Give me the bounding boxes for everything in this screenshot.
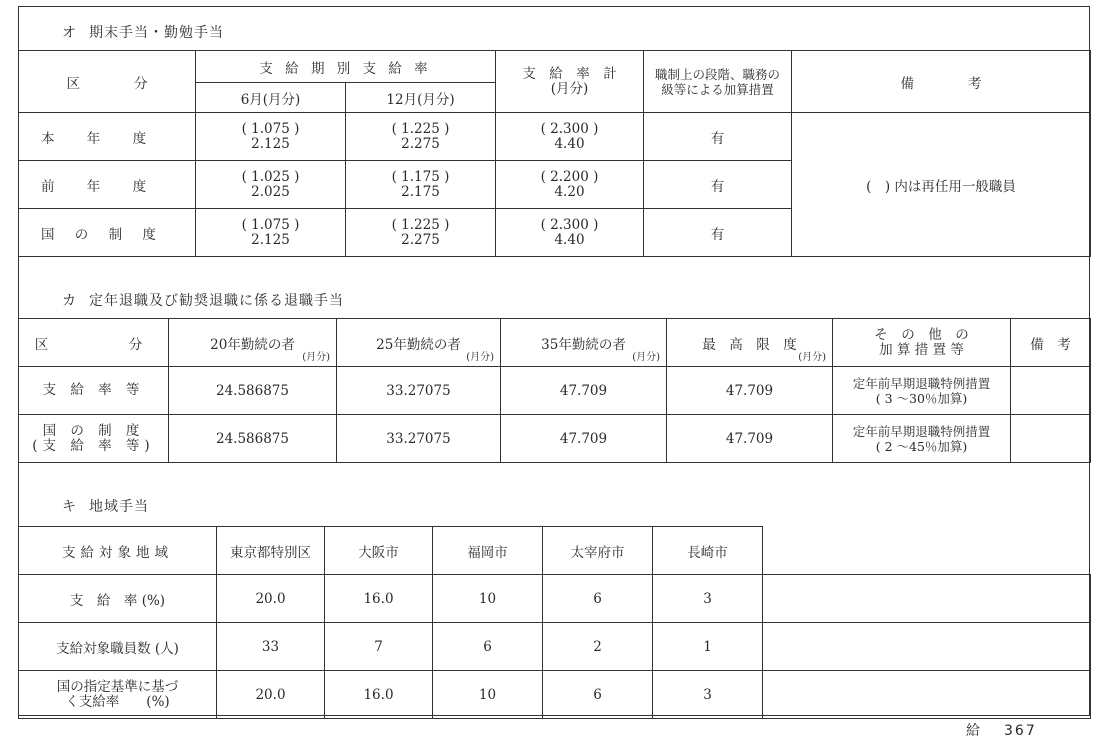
cell-kasan: 有 [644, 113, 792, 161]
cell-biko [1011, 367, 1091, 415]
row-label: 国 の 制 度 [19, 209, 196, 257]
section-mark: オ [62, 25, 77, 41]
cell-35-years: 47.709 [501, 367, 667, 415]
cell-value: 20.0 [217, 575, 325, 623]
header-region: 大阪市 [325, 527, 433, 575]
cell-june: ( 1.075 ) 2.125 [196, 113, 346, 161]
header-total-line2: (月分) [550, 80, 589, 97]
header-kasan [644, 51, 792, 113]
header-35-years-label: 35年勤続の者 [541, 336, 626, 353]
section-title-retirement [62, 290, 344, 310]
cell-20-years: 24.586875 [169, 415, 337, 463]
cell-kasan: 有 [644, 161, 792, 209]
cell-value: 20.0 [217, 671, 325, 719]
cell-value: 3 [653, 671, 763, 719]
header-max [667, 319, 833, 367]
cell-value: 6 [543, 575, 653, 623]
row-label: 国 の 制 度 (支 給 率 等) [19, 415, 169, 463]
table-row [19, 415, 1091, 463]
unit-label: (月分) [632, 352, 660, 363]
cell-kasan: 有 [644, 209, 792, 257]
cell-other: 定年前早期退職特例措置 ( 3 ～30％加算) [833, 367, 1011, 415]
cell-value: 10 [433, 575, 543, 623]
header-june: 6月(月分) [196, 83, 346, 113]
header-region: 福岡市 [433, 527, 543, 575]
cell-value: 7 [325, 623, 433, 671]
cell-other: 定年前早期退職特例措置 ( 2 ～45％加算) [833, 415, 1011, 463]
cell-june: ( 1.075 ) 2.125 [196, 209, 346, 257]
cell-value: 6 [543, 671, 653, 719]
header-other [833, 319, 1011, 367]
header-kasan-line1: 職制上の段階、職務の [654, 66, 780, 82]
cell-value: 3 [653, 575, 763, 623]
cell-25-years: 33.27075 [337, 367, 501, 415]
header-35-years [501, 319, 667, 367]
section-title-text: 定年退職及び勧奨退職に係る退職手当 [89, 293, 344, 309]
header-kasan-line2: 級等による加算措置 [661, 81, 774, 97]
table-row [19, 575, 1091, 623]
header-region: 東京都特別区 [217, 527, 325, 575]
cell-max: 47.709 [667, 367, 833, 415]
cell-biko [1011, 415, 1091, 463]
cell-max: 47.709 [667, 415, 833, 463]
cell-value: 33 [217, 623, 325, 671]
section-mark: カ [62, 293, 77, 309]
row-label: 支 給 率 (%) [19, 575, 217, 623]
table-row [19, 367, 1091, 415]
cell-empty [763, 575, 1091, 623]
page-number: 367 [1004, 723, 1037, 739]
cell-dec: ( 1.225 ) 2.275 [346, 113, 496, 161]
header-20-years-label: 20年勤続の者 [210, 336, 295, 353]
footer-label: 給 [966, 723, 982, 739]
section-title-text: 期末手当・勤勉手当 [89, 25, 224, 41]
page-footer [966, 720, 1037, 740]
table-row [19, 623, 1091, 671]
cell-dec: ( 1.175 ) 2.175 [346, 161, 496, 209]
header-total [496, 51, 644, 113]
bonus-table [18, 50, 1091, 257]
regional-table [18, 526, 1091, 719]
table-row [19, 113, 1091, 161]
section-title-regional [62, 496, 149, 516]
cell-35-years: 47.709 [501, 415, 667, 463]
header-kubun: 区 分 [19, 319, 169, 367]
header-biko: 備 考 [792, 51, 1091, 113]
cell-june: ( 1.025 ) 2.025 [196, 161, 346, 209]
section-title-bonus [62, 22, 224, 42]
cell-value: 1 [653, 623, 763, 671]
header-region: 長崎市 [653, 527, 763, 575]
header-biko: 備 考 [1011, 319, 1091, 367]
header-region-label: 支給対象地域 [19, 527, 217, 575]
cell-25-years: 33.27075 [337, 415, 501, 463]
unit-label: (月分) [798, 352, 826, 363]
header-region: 太宰府市 [543, 527, 653, 575]
header-25-years [337, 319, 501, 367]
cell-total: ( 2.200 ) 4.20 [496, 161, 644, 209]
header-kubun: 区 分 [19, 51, 196, 113]
header-empty [763, 527, 1091, 575]
row-label: 支給対象職員数 (人) [19, 623, 217, 671]
header-max-label: 最 高 限 度 [702, 336, 797, 353]
row-label: 支 給 率 等 [19, 367, 169, 415]
row-label: 前 年 度 [19, 161, 196, 209]
unit-label: (月分) [302, 352, 330, 363]
retirement-table [18, 318, 1091, 463]
cell-dec: ( 1.225 ) 2.275 [346, 209, 496, 257]
header-period-group: 支 給 期 別 支 給 率 [196, 51, 496, 83]
cell-empty [763, 671, 1091, 719]
header-total-line1: 支 給 率 計 [522, 65, 617, 82]
section-mark: キ [62, 499, 77, 515]
cell-value: 16.0 [325, 575, 433, 623]
cell-value: 10 [433, 671, 543, 719]
cell-value: 16.0 [325, 671, 433, 719]
table-row [19, 671, 1091, 719]
unit-label: (月分) [466, 352, 494, 363]
section-title-text: 地域手当 [89, 499, 149, 515]
cell-20-years: 24.586875 [169, 367, 337, 415]
header-dec: 12月(月分) [346, 83, 496, 113]
header-20-years [169, 319, 337, 367]
header-25-years-label: 25年勤続の者 [376, 336, 461, 353]
cell-note: ( ) 内は再任用一般職員 [792, 113, 1091, 257]
cell-total: ( 2.300 ) 4.40 [496, 209, 644, 257]
row-label: 本 年 度 [19, 113, 196, 161]
cell-total: ( 2.300 ) 4.40 [496, 113, 644, 161]
header-other-line2: 加 算 措 置 等 [879, 341, 964, 358]
cell-value: 6 [433, 623, 543, 671]
header-other-line1: そ の 他 の [874, 326, 969, 343]
cell-value: 2 [543, 623, 653, 671]
cell-empty [763, 623, 1091, 671]
row-label: 国の指定基準に基づ く支給率 (%) [19, 671, 217, 719]
